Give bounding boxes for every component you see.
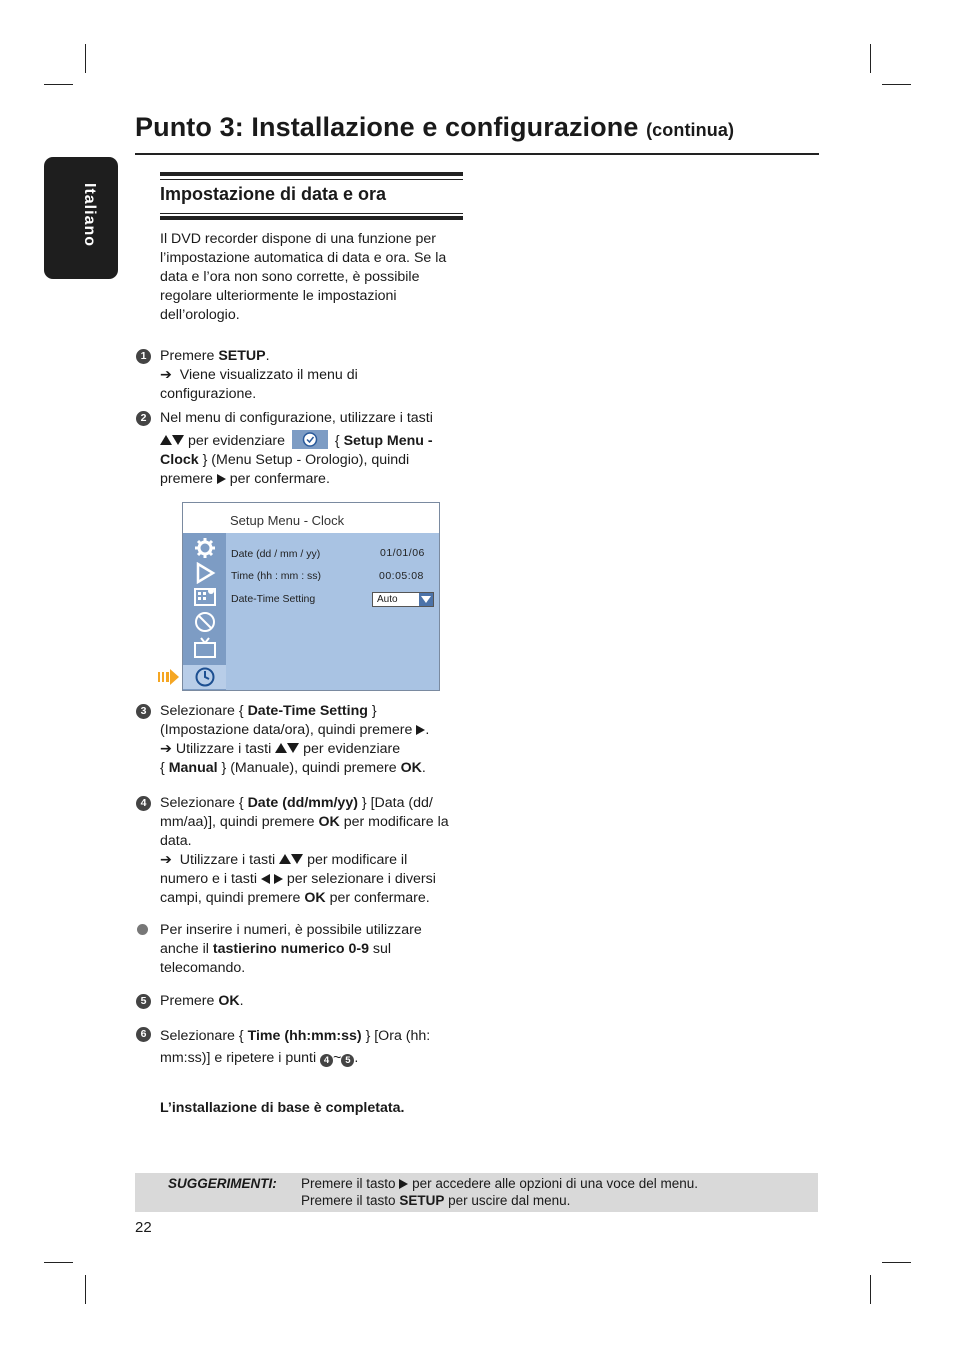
- play-icon: [191, 562, 219, 584]
- step-2: [160, 409, 460, 489]
- down-arrow-icon: [291, 854, 303, 864]
- menu-row-value: 00:05:08: [379, 570, 424, 582]
- clock-menu-icon: [292, 430, 328, 449]
- tips-label: SUGGERIMENTI:: [168, 1176, 277, 1191]
- step-ref: 5: [341, 1054, 354, 1067]
- tips-text: per uscire dal menu.: [448, 1193, 571, 1208]
- section-rule-top: [160, 172, 463, 176]
- key-name: OK: [304, 890, 326, 906]
- menu-title: Setup Menu - Clock: [230, 513, 345, 528]
- bullet-note: [160, 921, 465, 978]
- key-name: SETUP: [399, 1193, 445, 1208]
- menu-name: Clock: [160, 452, 199, 468]
- section-rule-top-thin: [160, 179, 463, 180]
- step-text: per modificare il: [307, 852, 408, 868]
- right-arrow-icon: [274, 874, 283, 884]
- step-text: numero e i tasti: [160, 871, 257, 887]
- step-text: {: [334, 433, 340, 449]
- page-title-suffix: (continua): [646, 120, 735, 140]
- crop-mark: [882, 84, 911, 85]
- step-text: } (Menu Setup - Orologio), quindi: [202, 452, 410, 468]
- right-arrow-icon: [416, 725, 425, 735]
- tv-icon: [191, 637, 219, 659]
- completion-text: L’installazione di base è completata.: [160, 1100, 405, 1116]
- step-number: 5: [136, 994, 151, 1009]
- step-text: per selezionare i diversi: [286, 871, 436, 887]
- step-text: } [Data (dd/: [361, 795, 433, 811]
- section-rule-bottom: [160, 216, 463, 220]
- step-text: Utilizzare i tasti: [175, 741, 272, 757]
- step-text: mm/aa)], quindi premere: [160, 814, 315, 830]
- tips-text: Premere il tasto: [301, 1193, 396, 1208]
- step-text: .: [239, 993, 244, 1009]
- step-text: Viene visualizzato il menu di: [179, 367, 358, 383]
- dropdown-value: Auto: [377, 594, 398, 605]
- step-text: premere: [160, 471, 213, 487]
- language-tab-label: Italiano: [81, 183, 98, 248]
- step-5: [160, 992, 460, 1011]
- chevron-down-icon[interactable]: [419, 593, 433, 606]
- menu-name: Manual: [168, 760, 218, 776]
- step-number: 6: [136, 1027, 151, 1042]
- setup-menu-screenshot: [182, 502, 440, 691]
- step-text: .: [425, 722, 430, 738]
- step-text: Selezionare {: [160, 1028, 244, 1044]
- menu-name: Time (hh:mm:ss): [247, 1028, 362, 1044]
- step-number: 4: [136, 796, 151, 811]
- tips-text: per accedere alle opzioni di una voce del menu.: [412, 1176, 699, 1191]
- crop-mark: [882, 1262, 911, 1263]
- step-text: Selezionare {: [160, 703, 244, 719]
- intro-text: Il DVD recorder dispone di una funzione per l’impostazione automatica di data e ora. Se la data e l’ora non sono corrette, è possibile regolare ulteriormente le impostazioni dell’orologio.: [160, 231, 447, 323]
- crop-mark: [44, 1262, 73, 1263]
- step-text: Per inserire i numeri, è possibile utilizzare: [160, 922, 422, 938]
- menu-name: Date (dd/mm/yy): [247, 795, 358, 811]
- up-arrow-icon: [160, 435, 172, 445]
- menu-name: Date-Time Setting: [247, 703, 368, 719]
- clock-icon: [292, 430, 328, 449]
- tips-line: [301, 1176, 698, 1191]
- step-text: (Impostazione data/ora), quindi premere: [160, 722, 413, 738]
- step-text: data.: [160, 833, 192, 849]
- menu-row-label: Date (dd / mm / yy): [231, 548, 321, 560]
- step-text: configurazione.: [160, 386, 257, 402]
- menu-sidebar: [183, 533, 226, 690]
- down-arrow-icon: [287, 743, 299, 753]
- key-name: OK: [400, 760, 422, 776]
- crop-mark: [44, 84, 73, 85]
- result-arrow-icon: ➔: [160, 741, 172, 757]
- right-arrow-icon: [399, 1179, 408, 1189]
- clock-icon: [191, 666, 219, 688]
- menu-row-value: 01/01/06: [380, 547, 425, 559]
- step-text: .: [421, 760, 426, 776]
- key-name: OK: [318, 814, 340, 830]
- right-arrow-icon: [217, 474, 226, 484]
- page-title-main: Punto 3: Installazione e configurazione: [135, 112, 639, 142]
- crop-mark: [85, 44, 86, 73]
- crop-mark: [870, 44, 871, 73]
- menu-header: [183, 503, 439, 533]
- result-arrow-icon: ➔: [160, 852, 172, 868]
- step-1: [160, 347, 460, 404]
- tips-line: [301, 1193, 570, 1208]
- step-text: campi, quindi premere: [160, 890, 301, 906]
- key-name: OK: [218, 993, 240, 1009]
- menu-pointer-arrow-icon: [158, 667, 180, 687]
- section-rule-bottom-thin: [160, 213, 463, 214]
- step-4: [160, 794, 465, 908]
- step-text: }: [371, 703, 377, 719]
- down-arrow-icon: [172, 435, 184, 445]
- menu-row-label: Time (hh : mm : ss): [231, 570, 322, 582]
- step-6: [160, 1025, 465, 1069]
- step-text: anche il: [160, 941, 209, 957]
- crop-mark: [85, 1275, 86, 1304]
- date-time-setting-dropdown[interactable]: [372, 592, 434, 607]
- crop-mark: [870, 1275, 871, 1304]
- step-text: Premere: [160, 993, 215, 1009]
- tips-text: Premere il tasto: [301, 1176, 396, 1191]
- menu-row-label: Date-Time Setting: [231, 593, 316, 605]
- step-text: mm:ss)] e ripetere i punti: [160, 1050, 317, 1066]
- tips-box: [135, 1173, 818, 1212]
- step-text: .: [354, 1050, 359, 1066]
- step-text: telecomando.: [160, 960, 246, 976]
- up-arrow-icon: [279, 854, 291, 864]
- record-icon: [191, 586, 219, 608]
- gear-icon: [191, 537, 219, 559]
- step-text: Premere: [160, 348, 219, 364]
- key-name: SETUP: [218, 348, 266, 364]
- step-3: [160, 702, 465, 778]
- step-text: Utilizzare i tasti: [179, 852, 276, 868]
- up-arrow-icon: [275, 743, 287, 753]
- title-rule: [135, 153, 819, 155]
- result-arrow-icon: ➔: [160, 367, 172, 383]
- left-arrow-icon: [261, 874, 270, 884]
- step-text: Selezionare {: [160, 795, 244, 811]
- step-text: } (Manuale), quindi premere: [221, 760, 397, 776]
- section-title: Impostazione di data e ora: [160, 184, 387, 204]
- step-text: per modificare la: [343, 814, 449, 830]
- step-ref: 4: [320, 1054, 333, 1067]
- step-number: 3: [136, 704, 151, 719]
- step-text: per evidenziare: [187, 433, 285, 449]
- menu-name: Setup Menu -: [343, 433, 433, 449]
- step-text: {: [160, 760, 165, 776]
- step-text: sul: [372, 941, 392, 957]
- page-number: 22: [135, 1219, 152, 1236]
- page-title: [135, 112, 734, 143]
- step-text: .: [265, 348, 270, 364]
- step-text: per evidenziare: [303, 741, 401, 757]
- step-text: ~: [333, 1050, 342, 1066]
- step-number: 2: [136, 411, 151, 426]
- step-number: 1: [136, 349, 151, 364]
- bullet-icon: [137, 924, 148, 935]
- step-text: Nel menu di configurazione, utilizzare i tasti: [160, 410, 433, 426]
- step-text: } [Ora (hh:: [365, 1028, 431, 1044]
- key-name: tastierino numerico 0-9: [212, 941, 369, 957]
- step-text: per confermare.: [229, 471, 330, 487]
- step-text: per confermare.: [329, 890, 430, 906]
- disc-icon: [191, 611, 219, 633]
- language-tab: [44, 157, 118, 279]
